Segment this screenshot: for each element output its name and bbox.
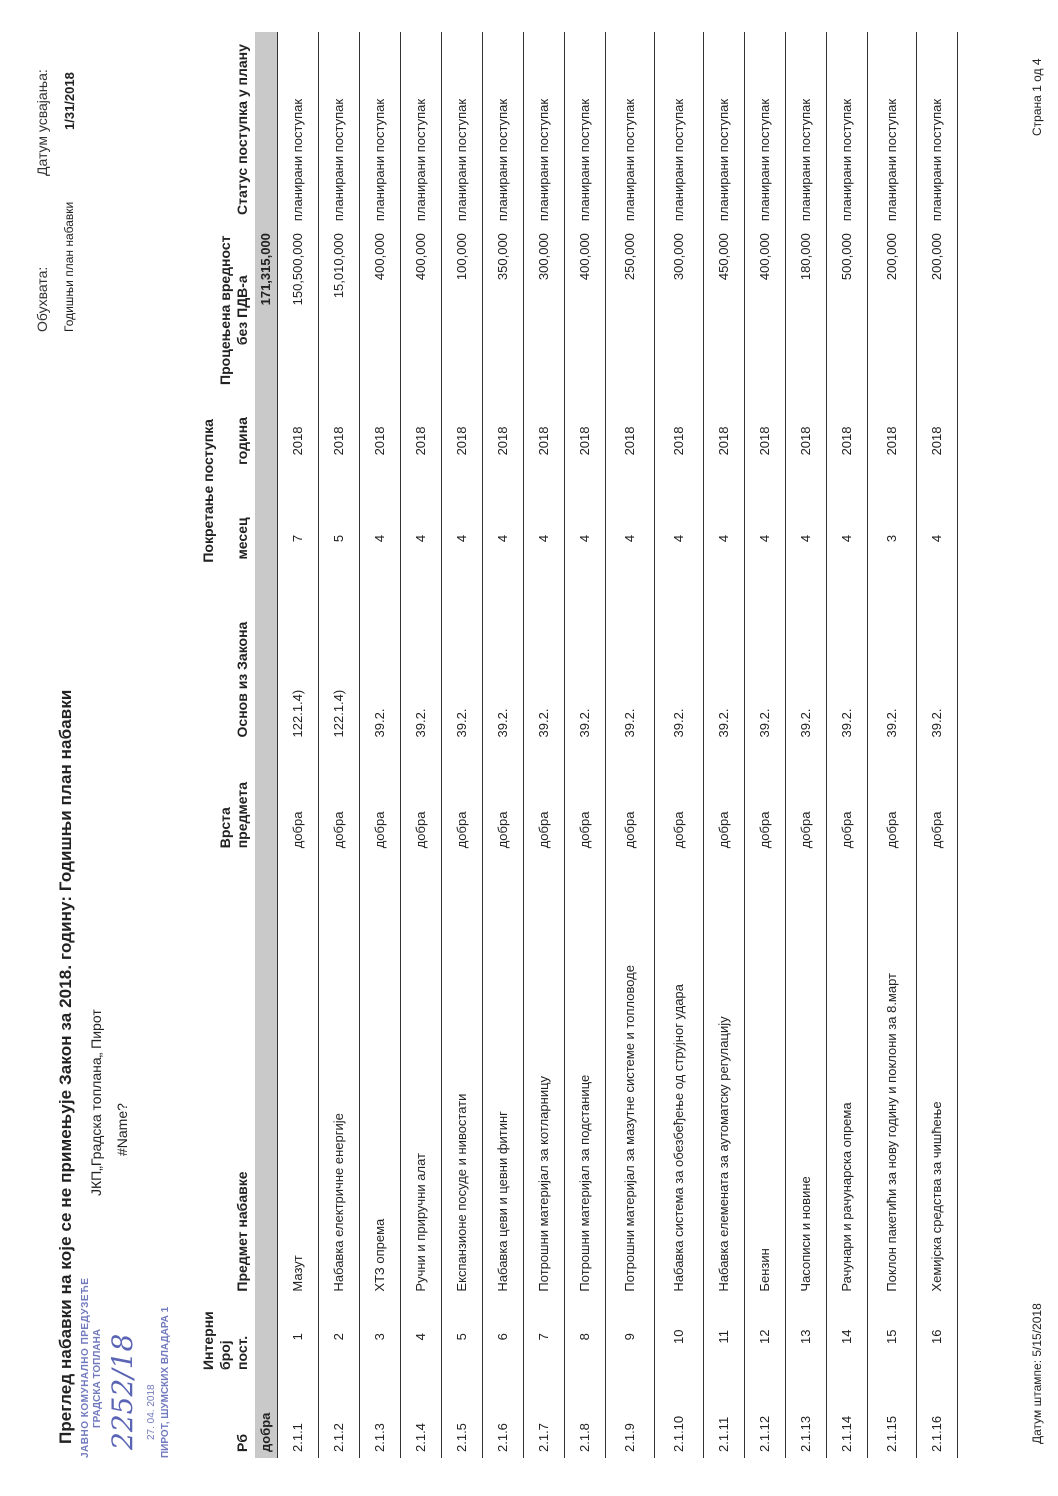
row-value: 300,000 <box>655 227 704 393</box>
date-label: Датум усвајања: <box>34 69 50 176</box>
row-status: планирани поступак <box>917 32 958 227</box>
header-start: Покретање поступка <box>200 419 216 563</box>
row-type: добра <box>786 743 827 854</box>
row-rb: 2.1.5 <box>442 1376 483 1458</box>
row-internal: 8 <box>565 1298 606 1376</box>
row-type: добра <box>278 743 319 854</box>
row-type: добра <box>745 743 786 854</box>
row-value: 350,000 <box>483 227 524 393</box>
header-basis: Основ из Закона <box>234 621 250 738</box>
row-year: 2018 <box>401 393 442 488</box>
row-rb: 2.1.9 <box>606 1376 655 1458</box>
row-rb: 2.1.14 <box>827 1376 868 1458</box>
row-year: 2018 <box>606 393 655 488</box>
row-status: планирани поступак <box>565 32 606 227</box>
row-year: 2018 <box>745 393 786 488</box>
row-basis: 39.2. <box>745 588 786 743</box>
row-subject: Хемијска средства за чишћење <box>917 854 958 1297</box>
row-month: 3 <box>868 489 917 589</box>
row-internal: 3 <box>360 1298 401 1376</box>
row-rb: 2.1.1 <box>278 1376 319 1458</box>
row-rb: 2.1.13 <box>786 1376 827 1458</box>
table-row <box>483 32 524 1458</box>
stamp-city: ПИРОТ, ШУМСКИХ ВЛАДАРА 1 <box>160 1306 171 1458</box>
row-basis: 122.1.4) <box>319 588 360 743</box>
row-subject: Ручни и приручни алат <box>401 854 442 1297</box>
row-year: 2018 <box>786 393 827 488</box>
row-value: 200,000 <box>917 227 958 393</box>
row-status: планирани поступак <box>524 32 565 227</box>
header-value: Процењена вредност без ПДВ-а <box>217 235 250 385</box>
table-row <box>401 32 442 1458</box>
row-rb: 2.1.12 <box>745 1376 786 1458</box>
stamp-date: 27. 04. 2018 <box>146 1384 157 1440</box>
row-year: 2018 <box>442 393 483 488</box>
row-rb: 2.1.3 <box>360 1376 401 1458</box>
row-value: 180,000 <box>786 227 827 393</box>
row-basis: 39.2. <box>786 588 827 743</box>
row-month: 4 <box>827 489 868 589</box>
row-basis: 39.2. <box>868 588 917 743</box>
table-row <box>565 32 606 1458</box>
row-subject: Часописи и новине <box>786 854 827 1297</box>
row-internal: 12 <box>745 1298 786 1376</box>
row-internal: 1 <box>278 1298 319 1376</box>
row-status: планирани поступак <box>827 32 868 227</box>
row-subject: Мазут <box>278 854 319 1297</box>
row-year: 2018 <box>827 393 868 488</box>
row-subject: Потрошни материјал за котларницу <box>524 854 565 1297</box>
row-year: 2018 <box>360 393 401 488</box>
row-status: планирани поступак <box>360 32 401 227</box>
scope-label: Обухвата: <box>34 266 50 332</box>
row-status: планирани поступак <box>401 32 442 227</box>
row-status: планирани поступак <box>704 32 745 227</box>
table-row <box>704 32 745 1458</box>
header-internal: Интерни број пост. <box>200 1311 250 1370</box>
row-subject: Експанзионе посуде и нивостати <box>442 854 483 1297</box>
header-type: Врста предмета <box>217 782 250 849</box>
row-year: 2018 <box>319 393 360 488</box>
row-type: добра <box>565 743 606 854</box>
table-row <box>606 32 655 1458</box>
row-status: планирани поступак <box>319 32 360 227</box>
row-value: 15,010,000 <box>319 227 360 393</box>
row-value: 400,000 <box>565 227 606 393</box>
row-month: 4 <box>745 489 786 589</box>
row-year: 2018 <box>868 393 917 488</box>
row-type: добра <box>401 743 442 854</box>
row-year: 2018 <box>565 393 606 488</box>
row-rb: 2.1.11 <box>704 1376 745 1458</box>
row-year: 2018 <box>704 393 745 488</box>
document-title: Преглед набавки на које се не примењује Закон за 2018. годину: Годишњи план набавки <box>56 689 75 1444</box>
table-row <box>917 32 958 1458</box>
row-internal: 11 <box>704 1298 745 1376</box>
table-row <box>319 32 360 1458</box>
row-rb: 2.1.10 <box>655 1376 704 1458</box>
row-internal: 5 <box>442 1298 483 1376</box>
row-year: 2018 <box>917 393 958 488</box>
group-row <box>255 32 278 1458</box>
row-basis: 39.2. <box>401 588 442 743</box>
row-year: 2018 <box>524 393 565 488</box>
row-status: планирани поступак <box>606 32 655 227</box>
row-rb: 2.1.6 <box>483 1376 524 1458</box>
row-month: 4 <box>917 489 958 589</box>
print-date: Датум штампе: 5/15/2018 <box>1030 1303 1044 1444</box>
row-value: 300,000 <box>524 227 565 393</box>
row-subject: Потрошни материјал за подстанице <box>565 854 606 1297</box>
row-value: 500,000 <box>827 227 868 393</box>
row-internal: 7 <box>524 1298 565 1376</box>
row-internal: 6 <box>483 1298 524 1376</box>
row-month: 4 <box>524 489 565 589</box>
row-basis: 39.2. <box>565 588 606 743</box>
row-rb: 2.1.16 <box>917 1376 958 1458</box>
row-type: добра <box>917 743 958 854</box>
row-type: добра <box>442 743 483 854</box>
row-month: 4 <box>565 489 606 589</box>
organization-name: ЈКП„Градска топлана„ Пирот <box>88 1009 104 1196</box>
header-month: месец <box>234 517 250 560</box>
row-basis: 39.2. <box>483 588 524 743</box>
row-subject: Набавка електричне енергије <box>319 854 360 1297</box>
row-type: добра <box>360 743 401 854</box>
procurement-table <box>196 32 958 1458</box>
row-internal: 14 <box>827 1298 868 1376</box>
group-total: 171,315,000 <box>255 227 278 393</box>
row-value: 400,000 <box>360 227 401 393</box>
row-basis: 39.2. <box>917 588 958 743</box>
row-value: 200,000 <box>868 227 917 393</box>
row-status: планирани поступак <box>745 32 786 227</box>
row-status: планирани поступак <box>483 32 524 227</box>
header-rb: Рб <box>234 1434 250 1452</box>
table-row <box>360 32 401 1458</box>
stamp-number: 2252/18 <box>106 1333 139 1450</box>
row-month: 4 <box>483 489 524 589</box>
row-status: планирани поступак <box>278 32 319 227</box>
row-basis: 122.1.4) <box>278 588 319 743</box>
row-status: планирани поступак <box>442 32 483 227</box>
table-row <box>868 32 917 1458</box>
row-type: добра <box>483 743 524 854</box>
row-month: 4 <box>360 489 401 589</box>
row-month: 4 <box>704 489 745 589</box>
row-value: 400,000 <box>745 227 786 393</box>
row-year: 2018 <box>278 393 319 488</box>
table-row <box>786 32 827 1458</box>
row-month: 4 <box>401 489 442 589</box>
row-type: добра <box>827 743 868 854</box>
row-year: 2018 <box>483 393 524 488</box>
row-type: добра <box>868 743 917 854</box>
row-basis: 39.2. <box>655 588 704 743</box>
row-rb: 2.1.4 <box>401 1376 442 1458</box>
stamp-line2: ГРАДСКА ТОПЛАНА <box>92 1328 103 1428</box>
row-subject: Рачунари и рачунарска опрема <box>827 854 868 1297</box>
row-month: 5 <box>319 489 360 589</box>
row-internal: 2 <box>319 1298 360 1376</box>
date-value: 1/31/2018 <box>62 72 77 130</box>
page-number: Страна 1 од 4 <box>1030 58 1044 136</box>
row-value: 400,000 <box>401 227 442 393</box>
row-rb: 2.1.8 <box>565 1376 606 1458</box>
table-row <box>655 32 704 1458</box>
row-subject: Набавка елемената за аутоматску регулацију <box>704 854 745 1297</box>
row-type: добра <box>606 743 655 854</box>
scope-value: Годишњи план набавки <box>62 201 76 332</box>
row-rb: 2.1.7 <box>524 1376 565 1458</box>
row-subject: Потрошни материјал за мазутне системе и топловоде <box>606 854 655 1297</box>
row-type: добра <box>704 743 745 854</box>
row-subject: Бензин <box>745 854 786 1297</box>
table-row <box>524 32 565 1458</box>
row-basis: 39.2. <box>442 588 483 743</box>
row-type: добра <box>319 743 360 854</box>
row-internal: 16 <box>917 1298 958 1376</box>
row-internal: 13 <box>786 1298 827 1376</box>
row-type: добра <box>655 743 704 854</box>
row-basis: 39.2. <box>704 588 745 743</box>
row-internal: 10 <box>655 1298 704 1376</box>
row-value: 100,000 <box>442 227 483 393</box>
stamp-line1: ЈАВНО КОМУНАЛНО ПРЕДУЗЕЋЕ <box>80 1277 91 1458</box>
header-status: Статус поступка у плану <box>234 44 250 215</box>
row-internal: 4 <box>401 1298 442 1376</box>
header-year: година <box>234 417 250 465</box>
row-rb: 2.1.15 <box>868 1376 917 1458</box>
row-rb: 2.1.2 <box>319 1376 360 1458</box>
row-basis: 39.2. <box>827 588 868 743</box>
row-internal: 9 <box>606 1298 655 1376</box>
row-month: 4 <box>606 489 655 589</box>
table-body <box>255 32 958 1458</box>
row-value: 150,500,000 <box>278 227 319 393</box>
row-type: добра <box>524 743 565 854</box>
row-month: 4 <box>786 489 827 589</box>
row-status: планирани поступак <box>655 32 704 227</box>
row-month: 4 <box>655 489 704 589</box>
name-field: #Name? <box>114 1103 130 1156</box>
row-value: 450,000 <box>704 227 745 393</box>
row-basis: 39.2. <box>606 588 655 743</box>
row-status: планирани поступак <box>868 32 917 227</box>
header-subject: Предмет набавке <box>234 1171 250 1292</box>
table-row <box>278 32 319 1458</box>
row-month: 7 <box>278 489 319 589</box>
row-basis: 39.2. <box>524 588 565 743</box>
row-year: 2018 <box>655 393 704 488</box>
row-subject: Поклон пакетићи за нову годину и поклони за 8.март <box>868 854 917 1297</box>
row-basis: 39.2. <box>360 588 401 743</box>
row-subject: ХТЗ опрема <box>360 854 401 1297</box>
row-status: планирани поступак <box>786 32 827 227</box>
registration-stamp <box>80 1248 170 1458</box>
group-label: добра <box>255 1376 278 1458</box>
table-row <box>442 32 483 1458</box>
row-value: 250,000 <box>606 227 655 393</box>
row-month: 4 <box>442 489 483 589</box>
row-subject: Набавка цеви и цевни фитинг <box>483 854 524 1297</box>
table-row <box>827 32 868 1458</box>
row-subject: Набавка система за обезбеђење од струјног удара <box>655 854 704 1297</box>
table-row <box>745 32 786 1458</box>
row-internal: 15 <box>868 1298 917 1376</box>
